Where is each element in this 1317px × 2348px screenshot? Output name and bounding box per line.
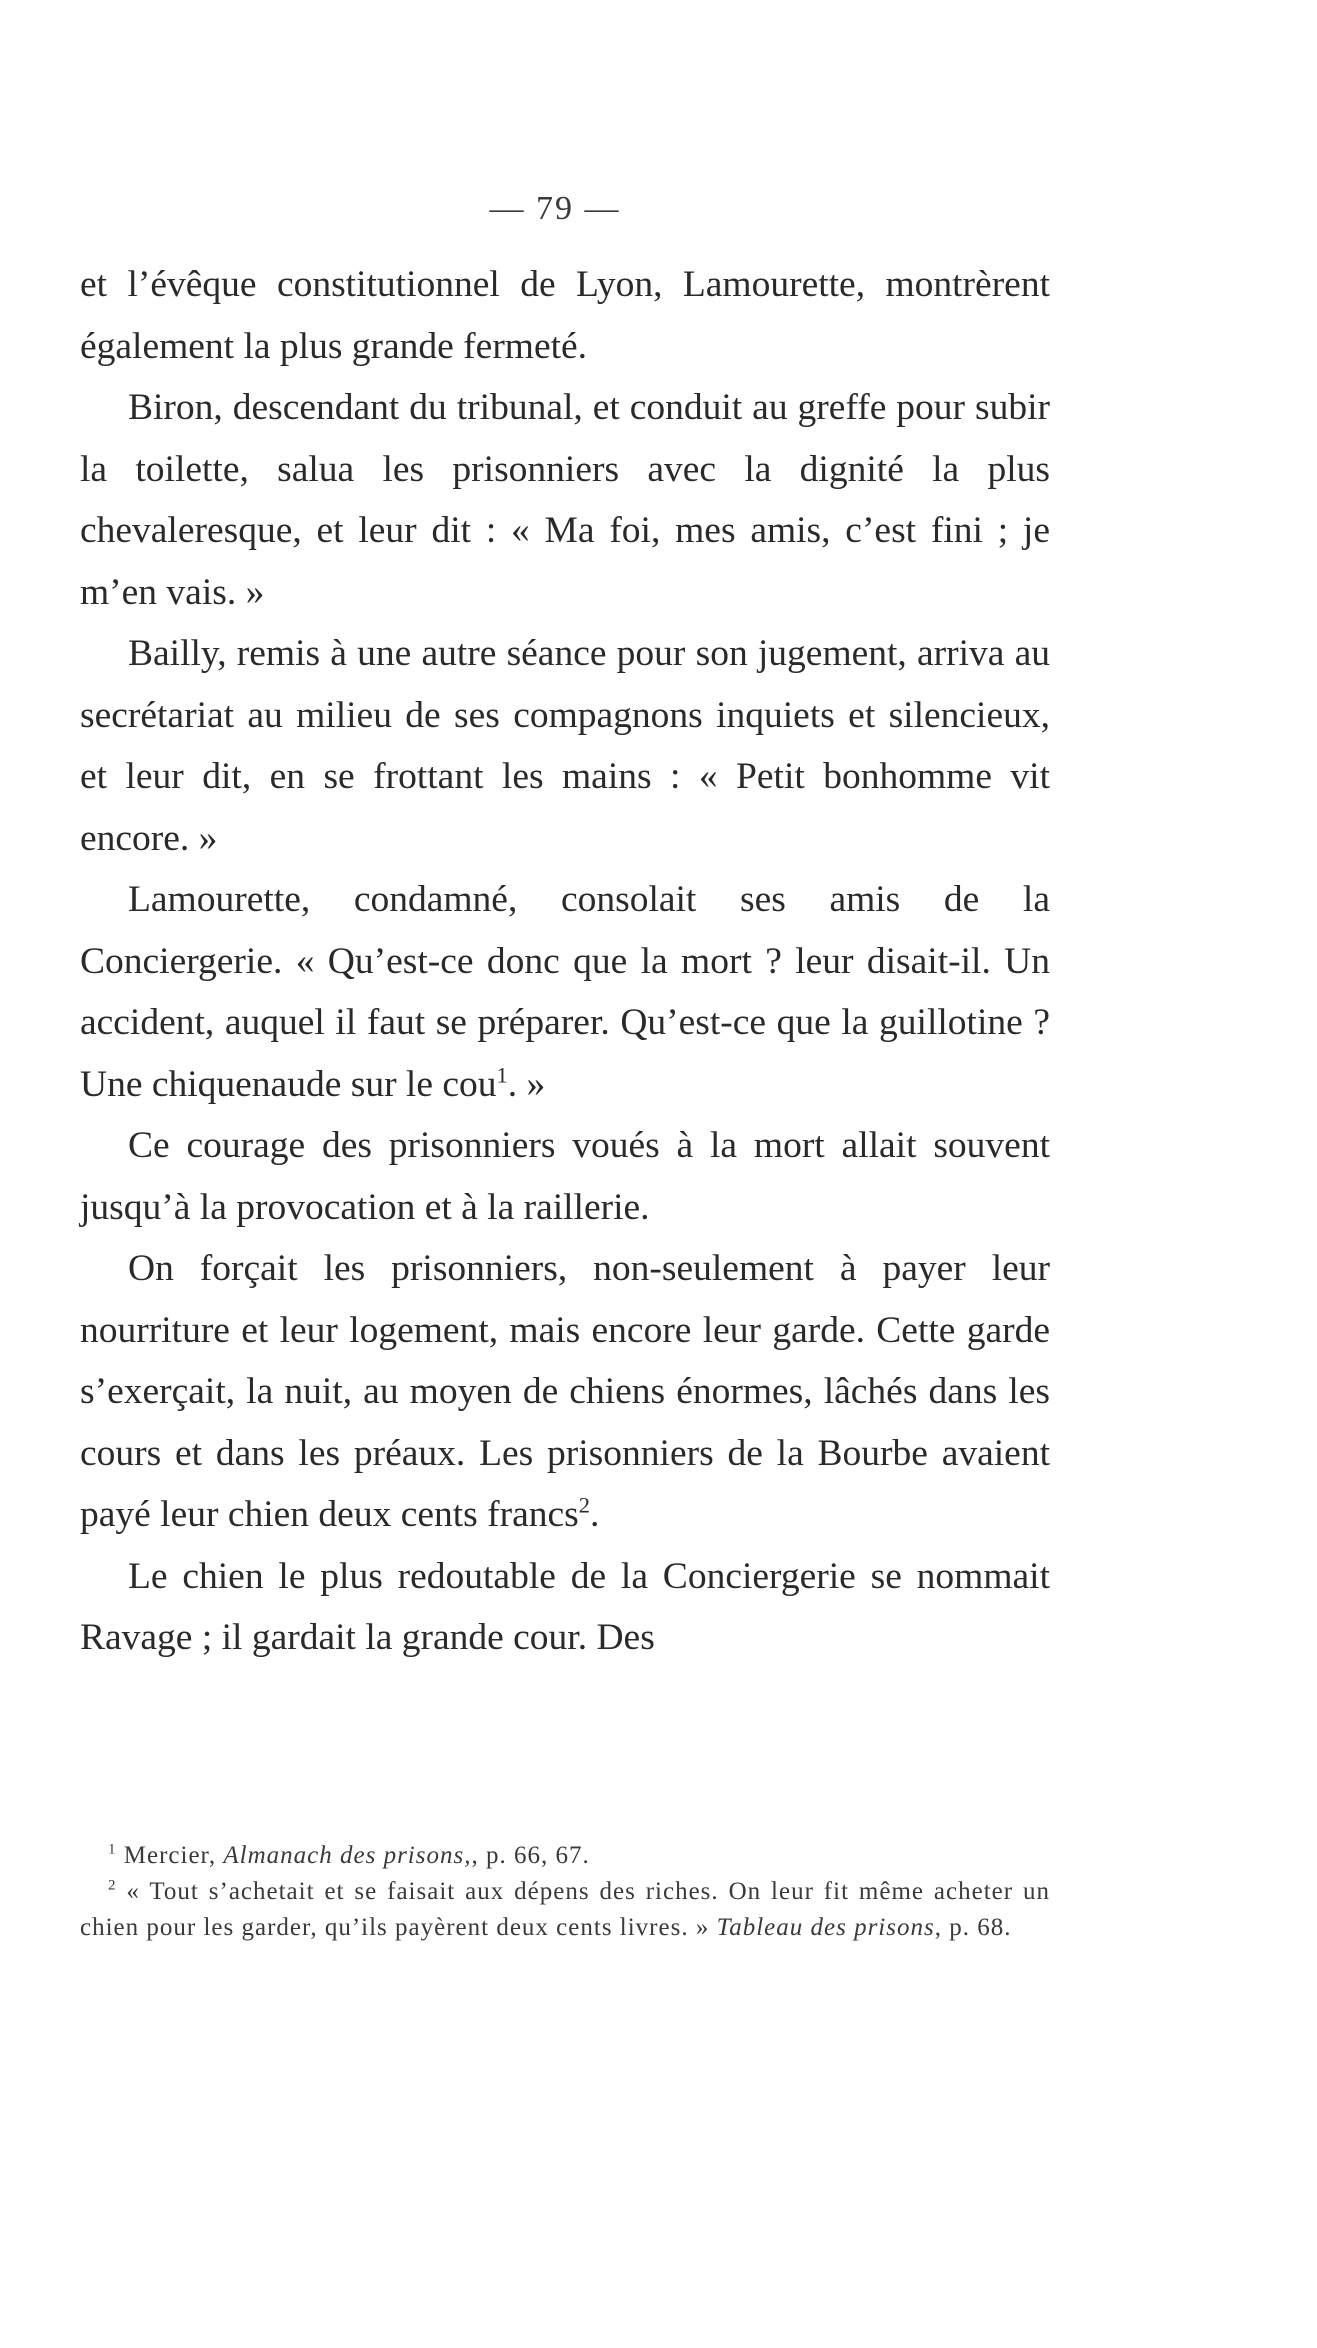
footnote-2 (80, 1874, 1050, 1946)
paragraph-7: Le chien le plus redoutable de la Conciergerie se nommait Ravage ; il gardait la grande cour. Des (80, 1555, 1050, 1658)
paragraph-4 (80, 869, 1050, 1115)
footnote-2-text-end: , p. 68. (934, 1914, 1012, 1941)
footnote-2-text: « Tout s’achetait et se faisait aux dépens des riches. On leur fit même acheter un chien pour les garder, qu’ils payèrent deux cents livres. » (80, 1878, 1050, 1941)
paragraph-3: Bailly, remis à une autre séance pour son jugement, arriva au secrétariat au milieu de ses compagnons inquiets et silencieux, et leur dit, en se frottant les mains : « Petit bonhomme vit encore. » (80, 633, 1050, 859)
body-text (80, 254, 1050, 1669)
paragraph-6-text-end: . (589, 1494, 600, 1535)
footnotes (80, 1838, 1050, 1946)
footnote-mark-2: 2 (108, 1877, 117, 1894)
page-number: — 79 — (489, 190, 621, 227)
paragraph-6 (80, 1238, 1050, 1546)
footnote-1-text-end: , p. 66, 67. (471, 1842, 590, 1869)
footnote-ref-2: 2 (578, 1492, 590, 1518)
paragraph-5: Ce courage des prisonniers voués à la mort allait souvent jusqu’à la provocation et à la raillerie. (80, 1125, 1050, 1228)
footnote-1-text: Mercier, (123, 1842, 224, 1869)
paragraph-4-text: Lamourette, condamné, consolait ses amis de la Conciergerie. « Qu’est-ce donc que la mort ? leur disait-il. Un accident, auquel il faut se préparer. Qu’est-ce que la guillotine ? Une chiquenaude sur le cou (80, 879, 1050, 1105)
paragraph-4-text-end: . » (507, 1063, 546, 1105)
paragraph-2: Biron, descendant du tribunal, et conduit au greffe pour subir la toilette, salua les prisonniers avec la dignité la plus chevaleresque, et leur dit : « Ma foi, mes amis, c’est fini ; je m’en vais. » (80, 387, 1050, 613)
paragraph-6-text: On forçait les prisonniers, non-seulement à payer leur nourriture et leur logement, mais encore leur garde. Cette garde s’exerçait, la nuit, au moyen de chiens énormes, lâchés dans les cours et dans les préaux. Les prisonniers de la Bourbe avaient payé leur chien deux cents francs (80, 1248, 1050, 1535)
footnote-1-title: Almanach des prisons, (223, 1842, 472, 1869)
paragraph-1: et l’évêque constitutionnel de Lyon, Lamourette, montrèrent également la plus grande fermeté. (80, 264, 1050, 367)
footnote-1 (80, 1838, 1050, 1874)
footnote-2-title: Tableau des prisons (716, 1914, 935, 1941)
footnote-mark-1: 1 (108, 1841, 117, 1858)
footnote-ref-1: 1 (496, 1062, 508, 1087)
